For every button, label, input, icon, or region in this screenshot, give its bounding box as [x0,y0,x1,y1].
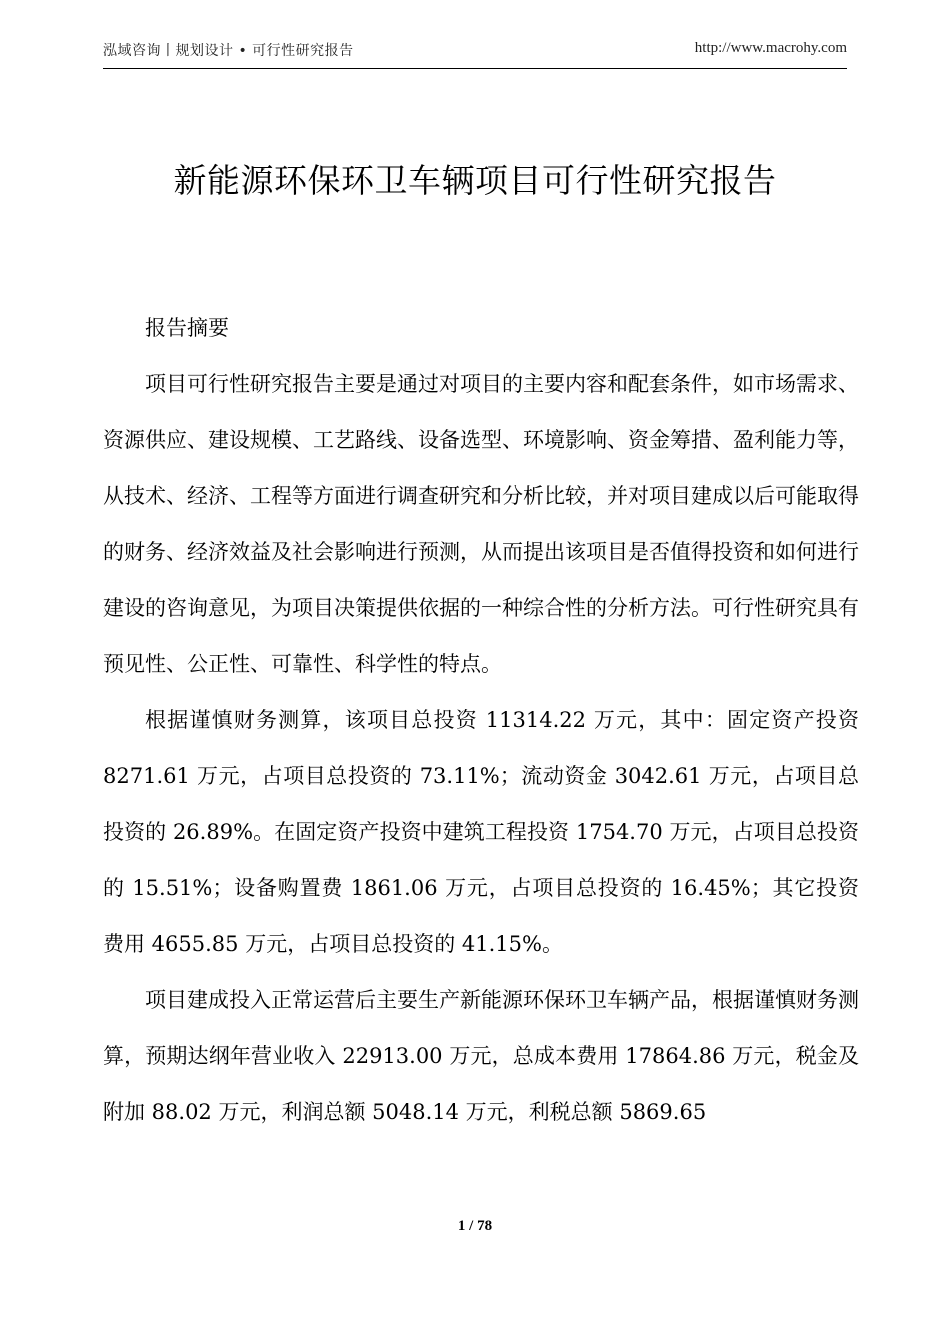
header-url[interactable]: http://www.macrohy.com [694,40,847,56]
page-number: 1 / 78 [457,1218,493,1234]
section-label: 报告摘要 [145,316,229,340]
paragraph: 项目建成投入正常运营后主要生产新能源环保环卫车辆产品，根据谨慎财务测算，预期达纲年营业收入 22913.00 万元，总成本费用 17864.86 万元，税金及附加 88.02 万元，利润总额 5048.14 万元，利税总额 5869.65 [103,988,859,1124]
paragraph: 根据谨慎财务测算，该项目总投资 11314.22 万元，其中：固定资产投资 8271.61 万元，占项目总投资的 73.11%；流动资金 3042.61 万元，占项目总投资的 26.89%。在固定资产投资中建筑工程投资 1754.70 万元，占项目总投资的 15.51%；设备购置费 1861.06 万元，占项目总投资的 16.45%；其它投资费用 4655.85 万元，占项目总投资的 41.15%。 [103,708,859,956]
header-divider [103,68,847,69]
paragraph: 项目可行性研究报告主要是通过对项目的主要内容和配套条件，如市场需求、资源供应、建设规模、工艺路线、设备选型、环境影响、资金筹措、盈利能力等，从技术、经济、工程等方面进行调查研究和分析比较，并对项目建成以后可能取得的财务、经济效益及社会影响进行预测，从而提出该项目是否值得投资和如何进行建设的咨询意见，为项目决策提供依据的一种综合性的分析方法。可行性研究具有预见性、公正性、可靠性、科学性的特点。 [103,372,859,676]
document-body [103,300,859,1140]
page-header [103,40,847,62]
document-title: 新能源环保环卫车辆项目可行性研究报告 [173,161,777,200]
header-company: 泓域咨询丨规划设计 • 可行性研究报告 [103,43,354,59]
